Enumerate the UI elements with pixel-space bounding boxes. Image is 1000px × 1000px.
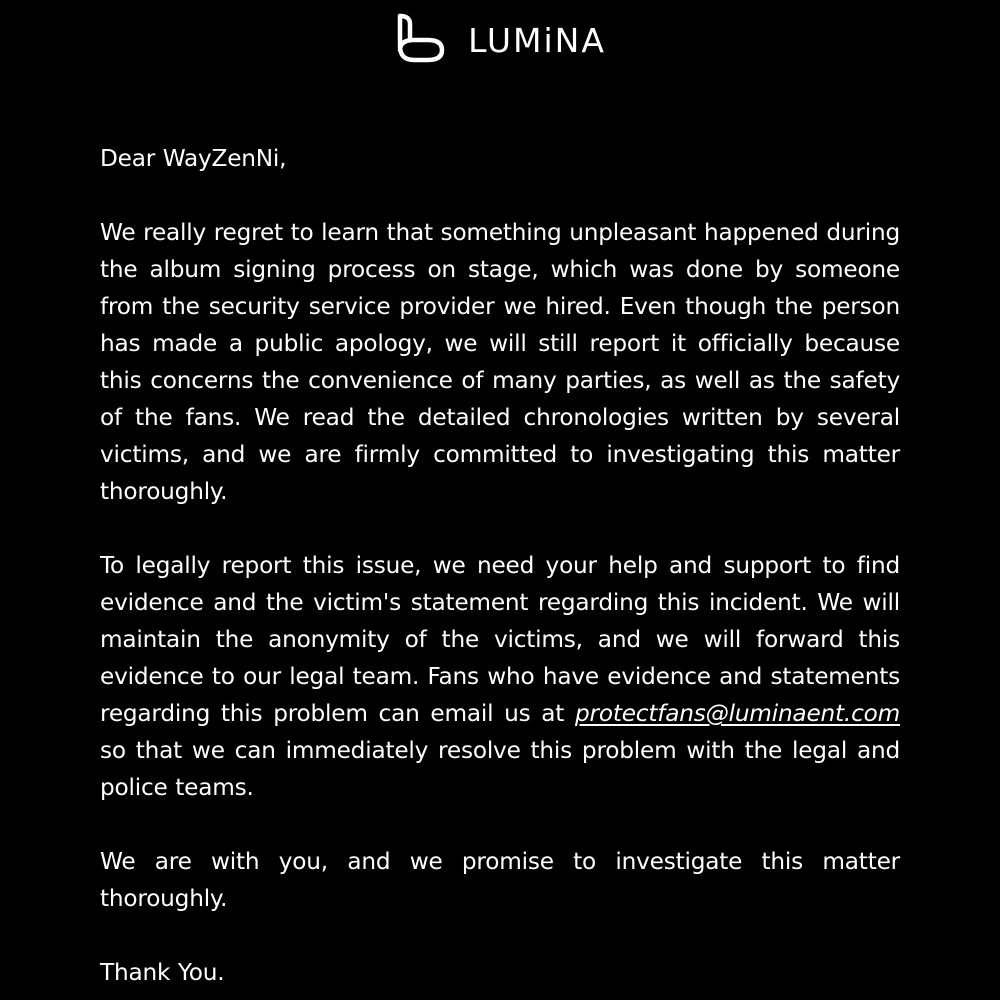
letter-body — [100, 140, 900, 991]
closing: Thank You. — [100, 959, 225, 986]
paragraph-3: We are with you, and we promise to investigate this matter thoroughly. — [100, 848, 900, 912]
salutation: Dear WayZenNi, — [100, 145, 287, 172]
paragraph-2-text-after: so that we can immediately resolve this problem with the legal and police teams. — [100, 737, 900, 801]
email-link[interactable]: protectfans@luminaent.com — [575, 700, 900, 727]
header — [0, 10, 1000, 66]
paragraph-2-text-before: To legally report this issue, we need your help and support to find evidence and the victim's statement regarding this incident. We will maintain the anonymity of the victims, and we will forward this evidence to our legal team. Fans who have evidence and statements regarding this problem can email us at — [100, 552, 900, 727]
paragraph-1: We really regret to learn that something unpleasant happened during the album signing process on stage, which was done by someone from the security service provider we hired. Even though the person has made a public apology, we will still report it officially because this concerns the convenience of many parties, as well as the safety of the fans. We read the detailed chronologies written by several victims, and we are firmly committed to investigating this matter thoroughly. — [100, 219, 900, 505]
paragraph-2 — [100, 547, 900, 806]
brand-name: LUMiNA — [468, 20, 606, 60]
lumina-logo-icon — [394, 12, 448, 64]
